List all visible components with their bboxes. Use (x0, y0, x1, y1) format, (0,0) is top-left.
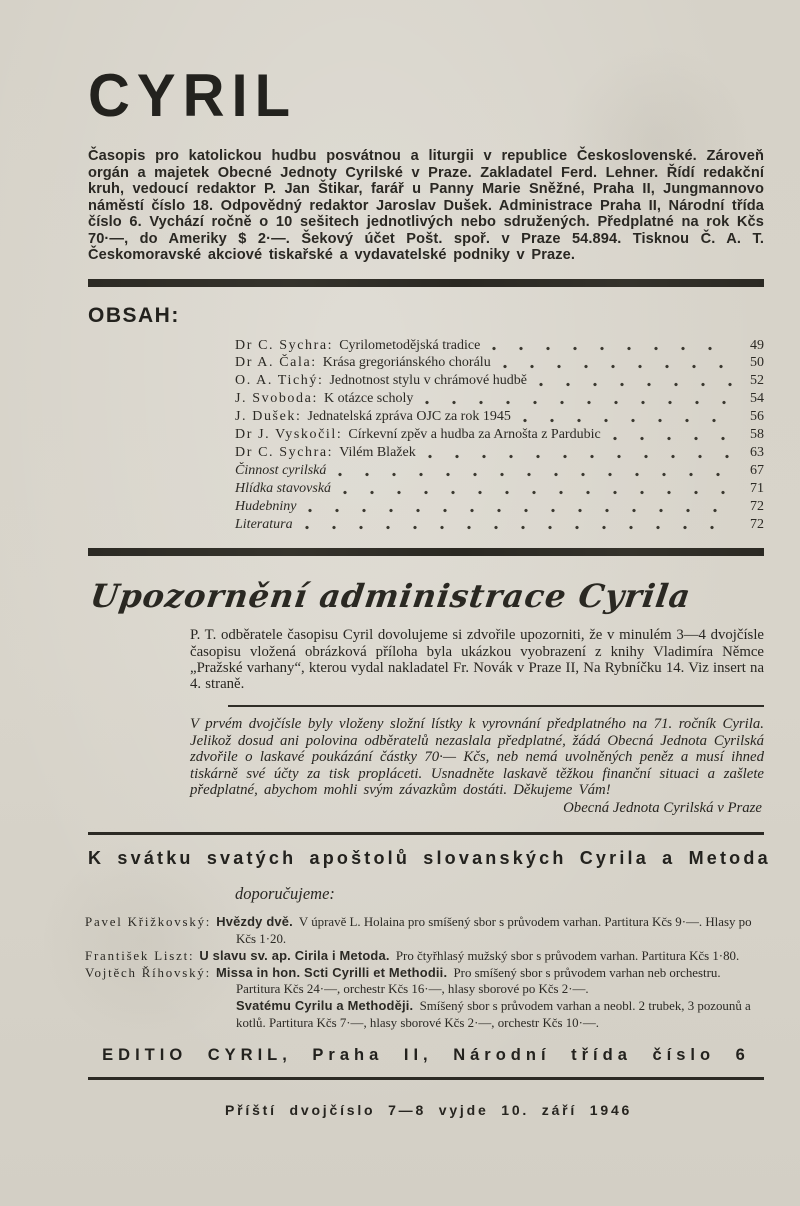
toc-entry-page: 49 (750, 337, 764, 353)
toc-entry-page: 63 (750, 444, 764, 460)
magazine-title: CYRIL (88, 61, 297, 130)
toc-entry-title: Cyrilometodějská tradice (339, 337, 481, 353)
toc-entry-author: Dr J. Vyskočil: (235, 427, 343, 443)
recommendation-work-title: Missa in hon. Scti Cyrilli et Methodii. (215, 964, 448, 980)
toc-heading: OBSAH: (88, 303, 180, 327)
recommendation-description: V úpravě L. Holaina pro smíšený sbor s průvodem varhan. Partitura Kčs 9·—. Hlasy po Kčs 1·20. (236, 915, 752, 946)
recommendation-description: Pro čtyřhlasý mužský sbor s průvodem varhan. Partitura Kčs 1·80. (395, 948, 740, 963)
recommendation-description: Pro smíšený sbor s průvodem varhan neb orchestru. Partitura Kčs 24·—, orchestr Kčs 16·—, hlasy sborové po Kčs 2·—. (236, 965, 721, 997)
toc-entry-title: Hlídka stavovská (235, 480, 332, 496)
toc-entry (235, 516, 764, 534)
recommendation-author: Vojtěch Říhovský: (85, 965, 211, 980)
toc-entry (235, 498, 764, 516)
dot-leader (539, 382, 732, 387)
recommendation-entry (85, 964, 764, 997)
toc-entry (235, 354, 764, 372)
divider-bar-middle (88, 548, 764, 556)
toc-entry-title: Krása gregoriánského chorálu (322, 355, 491, 371)
toc-entry-page: 71 (750, 480, 764, 496)
dot-leader (308, 508, 732, 513)
toc-entry-title: K otázce scholy (323, 391, 414, 407)
dot-leader (343, 490, 732, 495)
dot-leader (613, 436, 732, 441)
toc-entry (235, 408, 764, 426)
feast-section-heading: K svátku svatých apoštolů slovanských Cyrila a Metoda (88, 848, 771, 869)
rule-above-appeal (228, 705, 764, 707)
toc-entry (235, 337, 764, 355)
dot-leader (503, 364, 732, 369)
toc-entry-title: Jednotnost stylu v chrámové hudbě (329, 373, 527, 389)
recommendation-author: Pavel Křižkovský: (85, 915, 212, 930)
toc-entry-title: Církevní zpěv a hudba za Arnošta z Pardubic (348, 427, 601, 443)
rule-above-footer (88, 1077, 764, 1080)
masthead-imprint: Časopis pro katolickou hudbu posvátnou a liturgii v republice Československé. Zároveň orgán a majetek Obecné Jednoty Cyrilské v Praze. Zakladatel Ferd. Lehner. Řídí redakční kruh, vedoucí redaktor P. Jan Štikar, farář u Panny Marie Sněžné, Praha II, Jungmannovo náměstí číslo 18. Odpovědný redaktor Jaroslav Dušek. Administrace Praha II, Národní třída číslo 6. Vychází ročně o 10 sešitech jednotlivých nebo sdružených. Předplatné na rok Kčs 70·—, do Ameriky $ 2·—. Šekový účet Pošt. spoř. v Praze 54.894. Tisknou Č. A. T. Českomoravské akciové tiskařské a vydavatelské podniky v Praze. (88, 148, 764, 263)
publisher-line: EDITIO CYRIL, Praha II, Národní třída číslo 6 (102, 1045, 750, 1064)
rule-below-appeal (88, 832, 764, 835)
toc-entry-title: Literatura (235, 516, 293, 532)
toc-entry (235, 444, 764, 462)
recommendation-work-title: Hvězdy dvě. (216, 914, 293, 930)
toc-entry-title: Hudebniny (235, 498, 297, 514)
divider-bar-top (88, 279, 764, 287)
recommendation-author: František Liszt: (85, 948, 195, 963)
recommendation-work-title: U slavu sv. ap. Cirila i Metoda. (199, 947, 390, 963)
dot-leader (523, 418, 732, 423)
toc-entry-page: 54 (750, 391, 764, 407)
toc-entry (235, 426, 764, 444)
toc-entry-title: Činnost cyrilská (235, 462, 327, 478)
toc-entry (235, 372, 764, 390)
dot-leader (492, 346, 732, 351)
toc-entry-title: Jednatelská zpráva OJC za rok 1945 (307, 409, 511, 425)
dot-leader (428, 454, 732, 459)
toc-entry-page: 52 (750, 373, 764, 389)
next-issue-announcement: Příští dvojčíslo 7—8 vyjde 10. září 1946 (225, 1101, 633, 1118)
toc-entry-author: J. Svoboda: (235, 391, 318, 407)
toc-entry (235, 480, 764, 498)
recommendation-description: Smíšený sbor s průvodem varhan a neobl. 2 trubek, 3 pozounů a kotlů. Partitura Kčs 7·—, hlasy sborové Kčs 2·—, orchestr Kčs 10·—. (236, 999, 751, 1030)
feast-intro: doporučujeme: (235, 884, 335, 904)
toc-entry-author: Dr A. Čala: (235, 355, 317, 371)
notice-heading: Upozornění administrace Cyrila (88, 577, 694, 616)
appeal-body: V prvém dvojčísle byly vloženy složní lístky k vyrovnání předplatného na 71. ročník Cyrila. Jelikož dosud ani polovina odběratelů nezaslala předplatné, žádá Obecná Jednota Cyrilská zdvořile o laskavé poukázání částky 70·— Kčs, neb nemá uvolněných peněz a musí ihned tiskárně své účty za tisk propláceti. Usnadněte laskavě těžkou finanční situaci a zašlete předplatné, abychom mohli svým závazkům dostáti. Děkujeme Vám! (190, 716, 764, 798)
table-of-contents (235, 337, 764, 534)
toc-entry-author: O. A. Tichý: (235, 373, 324, 389)
recommendation-list (85, 914, 764, 1030)
toc-entry-page: 56 (750, 409, 764, 425)
toc-entry-page: 72 (750, 516, 764, 532)
recommendation-entry (85, 914, 764, 946)
appeal-signature: Obecná Jednota Cyrilská v Praze (563, 800, 762, 817)
notice-body: P. T. odběratele časopisu Cyril dovolujeme si zdvořile upozorniti, že v minulém 3—4 dvojčísle časopisu vložená obrázková příloha byla ukázkou vyobrazení z knihy Vladimíra Němce „Pražské varhany“, kterou vydal nakladatel Fr. Novák v Praze II, Na Rybníčku 14. Viz insert na 4. straně. (190, 627, 765, 693)
recommendation-entry (85, 947, 764, 964)
toc-entry-author: Dr C. Sychra: (235, 444, 334, 460)
toc-entry-author: J. Dušek: (235, 409, 302, 425)
toc-entry (235, 390, 764, 408)
toc-entry-author: Dr C. Sychra: (235, 337, 334, 353)
toc-entry-page: 58 (750, 427, 764, 443)
recommendation-work-title: Svatému Cyrilu a Methoději. (236, 998, 414, 1014)
toc-entry-page: 72 (750, 498, 764, 514)
toc-entry-title: Vilém Blažek (339, 444, 416, 460)
dot-leader (338, 472, 732, 477)
toc-entry-page: 50 (750, 355, 764, 371)
toc-entry-page: 67 (750, 462, 764, 478)
dot-leader (425, 400, 732, 405)
toc-entry (235, 462, 764, 480)
recommendation-entry (88, 998, 764, 1030)
dot-leader (305, 525, 732, 530)
